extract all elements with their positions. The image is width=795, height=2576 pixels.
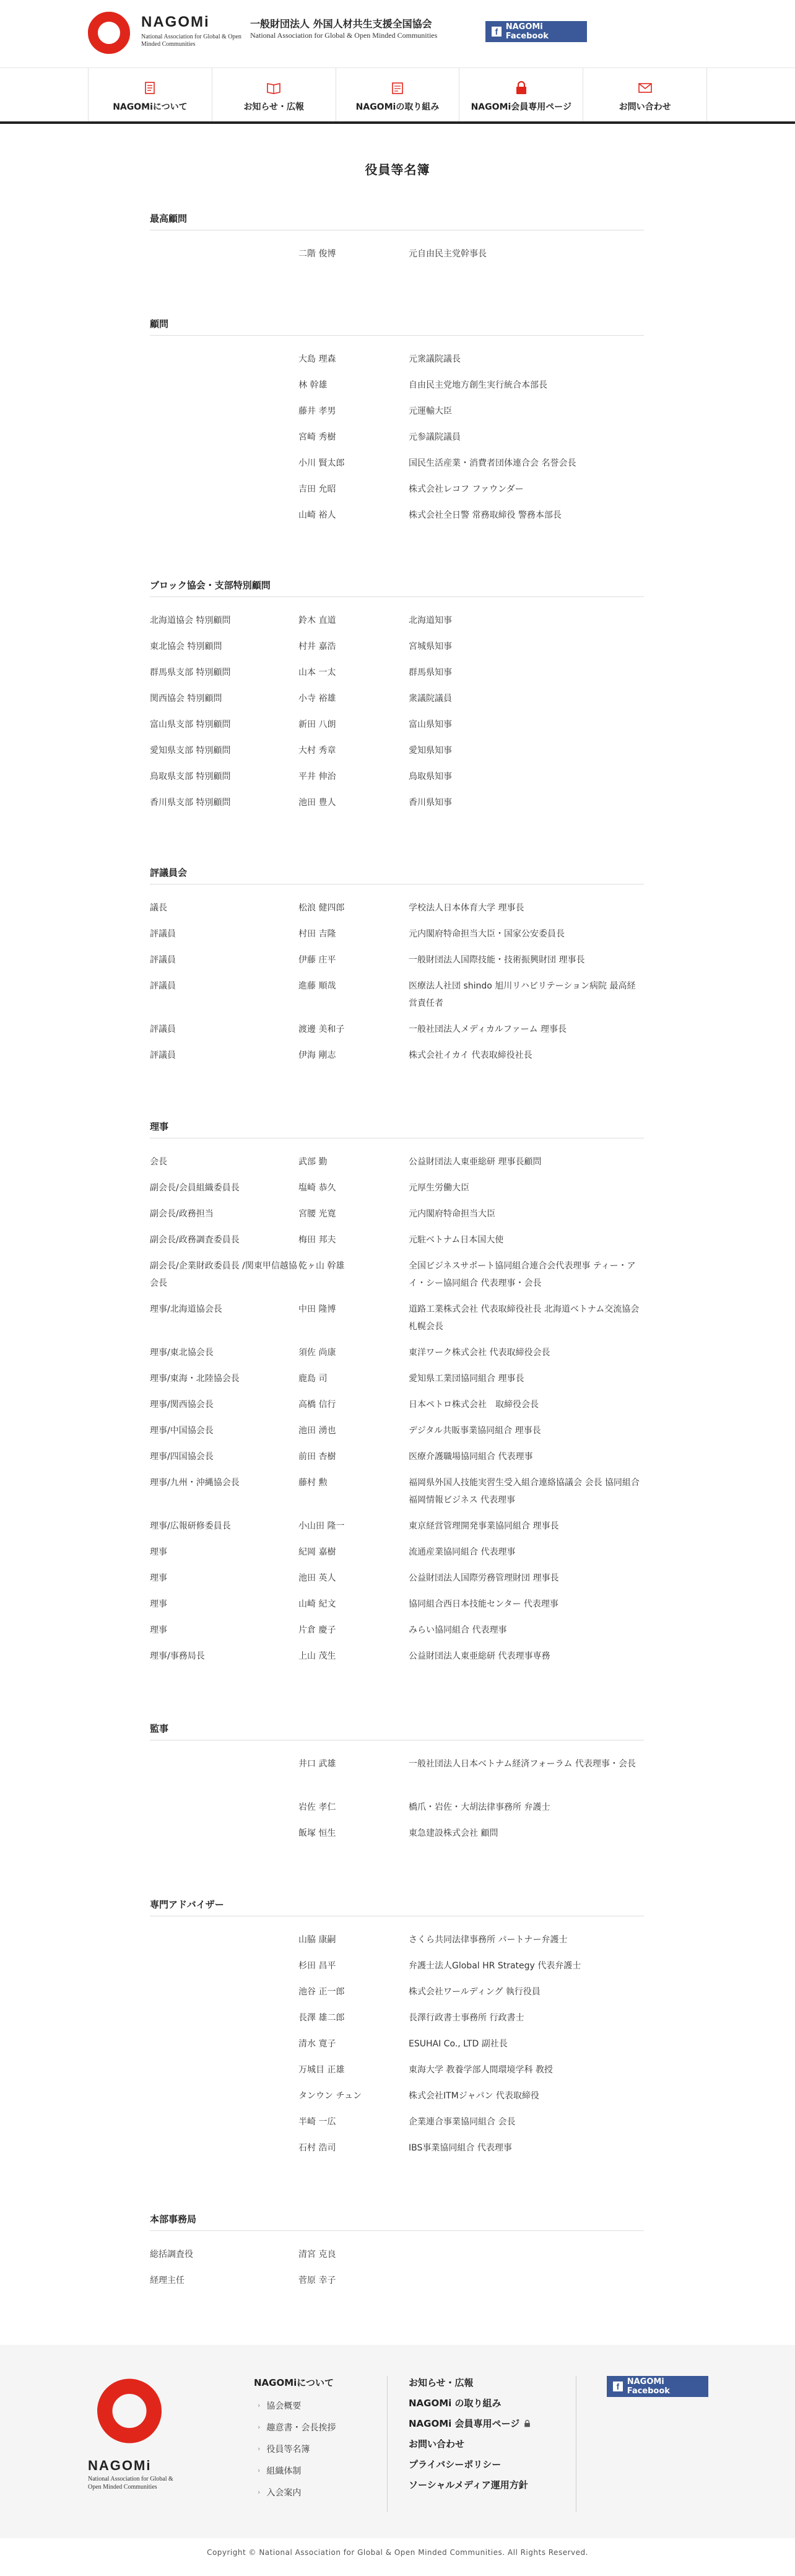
global-nav [0,68,795,124]
person-name: 大村 秀章 [298,746,336,756]
footer-link-officers[interactable] [254,2438,378,2460]
person-name: 片倉 慶子 [298,1625,336,1635]
affiliation: 元駐ベトナム日本国大使 [409,1235,504,1245]
footer-divider [387,2376,388,2512]
role: 評議員 [150,955,176,965]
role: 評議員 [150,929,176,939]
role: 鳥取県支部 特別顧問 [150,772,231,782]
role: 会長 [150,1157,167,1167]
footer-logo-wordmark: NAGOMi [88,2458,152,2473]
affiliation: IBS事業協同組合 代表理事 [409,2143,512,2153]
footer-link-members[interactable] [409,2417,557,2437]
role: 関西協会 特別顧問 [150,694,222,704]
footer-link-label: 趣意書・会長挨拶 [266,2422,336,2433]
person-name: 藤村 勲 [298,1478,328,1488]
person-name: 村田 吉隆 [298,929,336,939]
role: 理事/関西協会長 [150,1400,214,1410]
person-name: 池田 英人 [298,1573,336,1583]
person-name: 井口 武雄 [298,1759,336,1769]
lock-icon [514,81,529,95]
affiliation: 橋爪・岩佐・大胡法律事務所 弁護士 [409,1802,550,1812]
affiliation: 元衆議院議長 [409,354,461,364]
copyright: Copyright © National Association for Global & Open Minded Communities. All Rights Reserved. [207,2548,588,2557]
nav-label: お問い合わせ [619,102,671,112]
affiliation: さくら共同法律事務所 パートナー弁護士 [409,1935,568,1945]
affiliation: 長澤行政書士事務所 行政書士 [409,2013,524,2023]
nagomi-logo-mark-icon [95,2376,163,2444]
person-name: 高橋 信行 [298,1400,336,1410]
affiliation: 全国ビジネスサポート協同組合連合会代表理事 ティー・アイ・シー協同組合 代表理事・会長 [409,1261,636,1288]
person-name: 進藤 順哉 [298,981,336,991]
affiliation: 愛知県工業団協同組合 理事長 [409,1374,524,1384]
role: 理事/四国協会長 [150,1452,214,1462]
person-name: 長澤 雄二郎 [298,2013,345,2023]
role: 理事/広報研修委員長 [150,1521,231,1531]
role: 理事/九州・沖縄協会長 [150,1478,240,1488]
affiliation: 鳥取県知事 [409,772,452,782]
role: 理事 [150,1625,167,1635]
role: 議長 [150,903,167,913]
affiliation: 福岡県外国人技能実習生受入組合連絡協議会 会長 協同組合福岡情報ビジネス 代表理事 [409,1478,640,1505]
section-heading: ブロック協会・支部特別顧問 [150,579,644,597]
nav-item-members[interactable] [459,68,583,121]
person-name: 平井 伸治 [298,772,336,782]
document-icon [142,81,157,95]
section-heading: 本部事務局 [150,2212,644,2231]
person-name: 上山 茂生 [298,1651,336,1661]
footer-link-about[interactable]: NAGOMiについて [254,2377,334,2388]
affiliation: 衆議院議員 [409,694,452,704]
section-heading: 理事 [150,1120,644,1138]
person-name: 池谷 正一郎 [298,1987,345,1997]
footer-logo[interactable] [87,2376,180,2512]
person-name: 鈴木 直道 [298,616,336,626]
nagomi-logo-mark-icon [87,10,131,55]
affiliation: みらい協同組合 代表理事 [409,1625,507,1635]
organization-name-en: National Association for Global & Open Minded Communities [250,31,438,40]
footer-logo-subtitle: National Association for Global & Open Minded Communities [88,2476,173,2491]
role: 愛知県支部 特別顧問 [150,746,231,756]
chevron-right-icon: › [258,2423,261,2431]
footer-link-label: 入会案内 [266,2487,302,2498]
affiliation: 元内閣府特命担当大臣・国家公安委員長 [409,929,565,939]
person-name: 伊海 剛志 [298,1050,336,1060]
person-name: 松浪 健四郎 [298,903,345,913]
role: 評議員 [150,981,176,991]
person-name: 鹿島 司 [298,1374,328,1384]
footer-link-greeting[interactable] [254,2416,378,2438]
page-title: 役員等名簿 [365,162,430,177]
footer-link-label: 組織体制 [266,2466,302,2476]
facebook-button-label: NAGOMi Facebook [505,22,549,41]
person-name: 吉田 允昭 [298,484,336,494]
affiliation: 公益財団法人東亜総研 代表理事専務 [409,1651,550,1661]
footer-link-activities[interactable]: NAGOMi の取り組み [409,2398,502,2409]
section-heading: 監事 [150,1722,644,1740]
affiliation: 元厚生労働大臣 [409,1183,469,1193]
person-name: 梅田 邦夫 [298,1235,336,1245]
affiliation: 東洋ワーク株式会社 代表取締役会長 [409,1348,550,1358]
person-name: 中田 隆博 [298,1304,336,1314]
person-name: 菅原 幸子 [298,2276,336,2286]
affiliation: 協同組合西日本技能センター 代表理事 [409,1599,558,1609]
person-name: 大島 理森 [298,354,336,364]
person-name: 池田 湧也 [298,1426,336,1436]
affiliation: 株式会社イカイ 代表取締役社長 [409,1050,532,1060]
section-heading: 顧問 [150,317,644,336]
person-name: 武部 勤 [298,1157,328,1167]
affiliation: 公益財団法人国際労務管理財団 理事長 [409,1573,559,1583]
person-name: 村井 嘉浩 [298,642,336,652]
nav-item-contact[interactable] [583,68,707,121]
affiliation: 元参議院議員 [409,432,461,442]
person-name: 新田 八朗 [298,720,336,730]
section-heading: 評議員会 [150,866,644,884]
affiliation: 国民生活産業・消費者団体連合会 名誉会長 [409,458,576,468]
role: 香川県支部 特別顧問 [150,798,231,808]
mail-icon [638,81,653,95]
footer-link-organization[interactable] [254,2460,378,2481]
role: 評議員 [150,1024,176,1034]
role: 理事/北海道協会長 [150,1304,222,1314]
affiliation: 群馬県知事 [409,668,452,678]
section-heading: 専門アドバイザー [150,1898,644,1916]
role: 総括調査役 [150,2250,193,2259]
affiliation: 株式会社レコフ ファウンダー [409,484,524,494]
footer-link-label: 協会概要 [266,2401,302,2411]
role: 北海道協会 特別顧問 [150,616,231,626]
role: 理事/東北協会長 [150,1348,214,1358]
affiliation: 元運輸大臣 [409,406,452,416]
affiliation: 自由民主党地方創生実行統合本部長 [409,380,547,390]
person-name: 山脇 康嗣 [298,1935,336,1945]
affiliation: 宮城県知事 [409,642,452,652]
organization-name: 一般財団法人 外国人材共生支援全国協会 [250,18,432,30]
footer-link-contact[interactable]: お問い合わせ [409,2438,465,2450]
affiliation: 元自由民主党幹事長 [409,249,487,259]
affiliation: 株式会社ワールディング 執行役員 [409,1987,541,1997]
footer-link-privacy[interactable]: プライバシーポリシー [409,2459,502,2470]
person-name: タンウン チュン [298,2091,362,2101]
logo-wordmark: NAGOMi [141,14,210,30]
person-name: 山本 一太 [298,668,336,678]
footer-link-overview[interactable] [254,2395,378,2416]
person-name: 飯塚 恒生 [298,1828,336,1838]
role: 理事 [150,1547,167,1557]
affiliation: デジタル共販事業協同組合 理事長 [409,1426,541,1436]
affiliation: 香川県知事 [409,798,452,808]
person-name: 林 幹雄 [298,380,328,390]
facebook-icon: f [613,2382,623,2391]
affiliation: 株式会社全日警 常務取締役 警務本部長 [409,510,562,520]
footer-link-label: NAGOMi 会員専用ページ [409,2418,520,2429]
affiliation: 企業連合事業協同組合 会長 [409,2117,516,2127]
footer-link-news[interactable]: お知らせ・広報 [409,2377,474,2388]
role: 副会長/政務調査委員長 [150,1235,240,1245]
person-name: 池田 豊人 [298,798,336,808]
role: 理事/中国協会長 [150,1426,214,1436]
role: 群馬県支部 特別顧問 [150,668,231,678]
role: 副会長/企業財政委員長 /関東甲信越協会長 [150,1261,297,1288]
facebook-button[interactable] [485,21,587,42]
person-name: 山崎 裕人 [298,510,336,520]
footer-facebook-button[interactable] [607,2376,708,2397]
affiliation: 学校法人日本体育大学 理事長 [409,903,524,913]
site-header [0,0,795,68]
person-name: 紀岡 嘉樹 [298,1547,336,1557]
site-footer [0,2345,795,2538]
footer-link-label: 役員等名簿 [266,2444,310,2455]
person-name: 万城目 正雄 [298,2065,345,2075]
role: 理事 [150,1573,167,1583]
person-name: 杉田 昌平 [298,1961,336,1971]
footer-main-menu [409,2376,557,2499]
person-name: 半崎 一広 [298,2117,336,2127]
role: 副会長/政務担当 [150,1209,214,1219]
role: 富山県支部 特別顧問 [150,720,231,730]
affiliation: 東海大学 教養学部人間環境学科 教授 [409,2065,553,2075]
person-name: 藤井 孝男 [298,406,336,416]
affiliation: 一般社団法人日本ベトナム経済フォーラム 代表理事・会長 [409,1759,636,1769]
person-name: 小川 賢太郎 [298,458,345,468]
person-name: 前田 杏樹 [298,1452,336,1462]
role: 理事/事務局長 [150,1651,205,1661]
nav-label: NAGOMiについて [113,102,188,112]
facebook-button-label: NAGOMi Facebook [627,2377,670,2396]
role: 理事 [150,1599,167,1609]
person-name: 山崎 紀文 [298,1599,336,1609]
affiliation: 医療介護職場協同組合 代表理事 [409,1452,533,1462]
affiliation: ESUHAI Co., LTD 副社長 [409,2039,508,2049]
clipboard-icon [390,81,405,95]
person-name: 宮腰 光寛 [298,1209,336,1219]
affiliation: 弁護士法人Global HR Strategy 代表弁護士 [409,1961,581,1971]
chevron-right-icon: › [258,2445,261,2453]
affiliation: 株式会社ITMジャパン 代表取締役 [409,2091,539,2101]
person-name: 宮崎 秀樹 [298,432,336,442]
nav-label: NAGOMi会員専用ページ [471,102,571,112]
affiliation: 一般財団法人国際技能・技術振興財団 理事長 [409,955,585,965]
person-name: 伊藤 庄平 [298,955,336,965]
affiliation: 東京経営管理開発事業協同組合 理事長 [409,1521,559,1531]
affiliation: 北海道知事 [409,616,452,626]
footer-link-membership[interactable] [254,2481,378,2503]
affiliation: 医療法人社団 shindo 旭川リハビリテーション病院 最高経営責任者 [409,981,636,1008]
person-name: 清宮 克良 [298,2250,336,2259]
affiliation: 道路工業株式会社 代表取締役社長 北海道ベトナム交流協会札幌会長 [409,1304,640,1332]
role: 理事/東海・北陸協会長 [150,1374,240,1384]
role: 経理主任 [150,2276,185,2286]
facebook-icon: f [492,27,502,37]
nav-label: NAGOMiの取り組み [355,102,440,112]
nav-item-news[interactable] [212,68,336,121]
affiliation: 東急建設株式会社 顧問 [409,1828,498,1838]
role: 副会長/会員組織委員長 [150,1183,240,1193]
chevron-right-icon: › [258,2401,261,2409]
person-name: 岩佐 孝仁 [298,1802,336,1812]
person-name: 石村 浩司 [298,2143,336,2153]
affiliation: 元内閣府特命担当大臣 [409,1209,495,1219]
chevron-right-icon: › [258,2466,261,2474]
affiliation: 一般社団法人メディカルファーム 理事長 [409,1024,567,1034]
person-name: 須佐 尚康 [298,1348,336,1358]
nav-item-about[interactable] [88,68,212,121]
chevron-right-icon: › [258,2488,261,2496]
person-name: 清水 寛子 [298,2039,336,2049]
affiliation: 日本ペトロ株式会社 取締役会長 [409,1400,539,1410]
person-name: 小寺 裕雄 [298,694,336,704]
footer-link-social-policy[interactable]: ソーシャルメディア運用方針 [409,2479,528,2491]
nav-item-activities[interactable] [336,68,459,121]
affiliation: 富山県知事 [409,720,452,730]
person-name: 渡邊 美和子 [298,1024,345,1034]
affiliation: 流通産業協同組合 代表理事 [409,1547,516,1557]
affiliation: 公益財団法人東亜総研 理事長顧問 [409,1157,542,1167]
site-logo[interactable] [87,10,248,57]
role: 東北協会 特別顧問 [150,642,222,652]
affiliation: 愛知県知事 [409,746,452,756]
person-name: 塩崎 恭久 [298,1183,336,1193]
book-icon [266,81,281,95]
lock-icon [523,2419,531,2428]
role: 評議員 [150,1050,176,1060]
person-name: 小山田 隆一 [298,1521,345,1531]
nav-label: お知らせ・広報 [243,102,304,112]
person-name: 乾ヶ山 幹雄 [298,1261,345,1271]
logo-subtitle: National Association for Global & Open Minded Communities [141,33,241,48]
person-name: 二階 俊博 [298,249,336,259]
section-heading: 最高顧問 [150,212,644,230]
footer-about-menu [254,2376,378,2503]
